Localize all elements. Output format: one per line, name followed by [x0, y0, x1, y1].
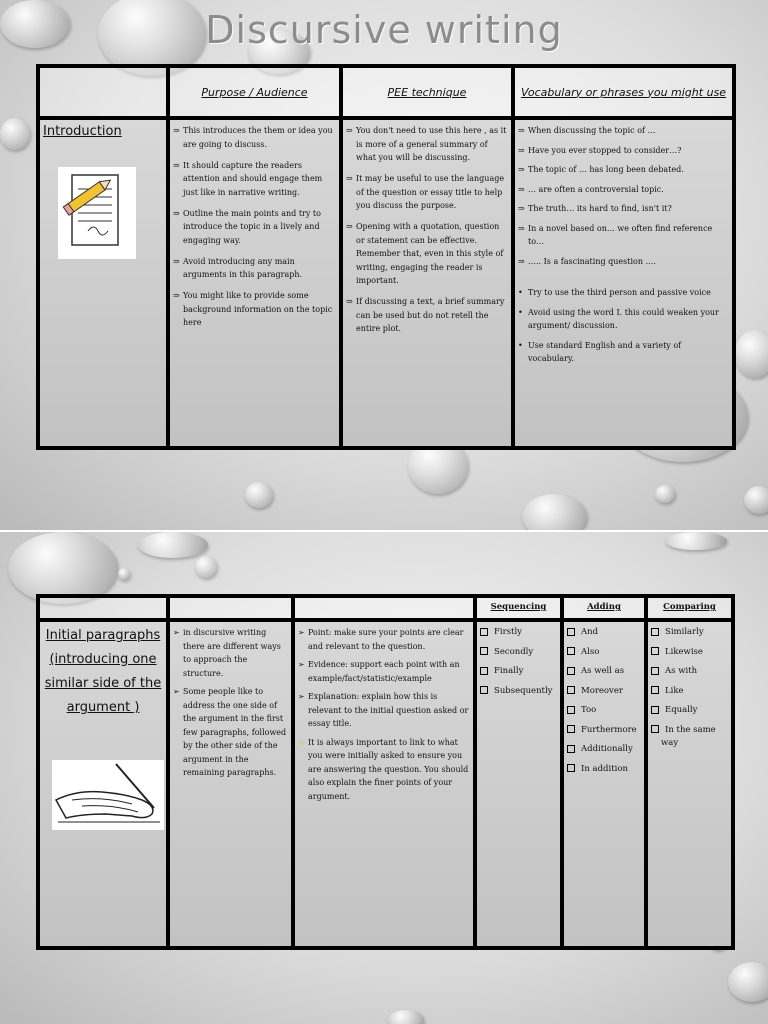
checkbox-icon	[567, 647, 575, 655]
list-item: ⇒ … are often a controversial topic.	[518, 184, 664, 194]
page-title: Discursive writing	[205, 8, 563, 52]
pee-cell	[293, 620, 475, 948]
list-item: ⇒ Have you ever stopped to consider…?	[518, 145, 682, 155]
row-label-cell	[38, 620, 168, 948]
list-item: ⇒ The truth… its hard to find, isn't it?	[518, 204, 672, 213]
checkbox-icon	[651, 706, 659, 714]
purpose-cell	[168, 118, 341, 448]
water-drop	[655, 485, 675, 503]
connective-item: Moreover	[567, 685, 641, 699]
sequencing-cell	[475, 620, 562, 948]
checkbox-icon	[651, 647, 659, 655]
tip-item: • Avoid using the word I. this could weaken your argument/ discussion.	[518, 307, 719, 330]
header-empty	[168, 596, 293, 620]
header-empty	[293, 596, 475, 620]
connective-item: Like	[651, 685, 728, 699]
checkbox-icon	[651, 725, 659, 733]
checkbox-icon	[651, 667, 659, 675]
checkbox-icon	[567, 667, 575, 675]
connective-item: Similarly	[651, 626, 728, 640]
adding-cell	[562, 620, 646, 948]
row-label-initial-paragraphs: Initial paragraphs (introducing one similar side of the argument )	[44, 628, 162, 715]
water-drop	[195, 556, 217, 578]
connective-item: Too	[567, 704, 641, 718]
header-sequencing: Sequencing	[475, 596, 562, 620]
checkbox-icon	[567, 745, 575, 753]
header-purpose-audience: Purpose / Audience	[168, 66, 341, 118]
checkbox-icon	[651, 686, 659, 694]
pencil-paper-icon	[58, 167, 136, 259]
water-drop	[522, 494, 587, 530]
water-drop	[665, 532, 727, 550]
list-item: ⇒ It may be useful to use the language of the question or essay title to help you discuss the purpose.	[346, 174, 505, 210]
connective-item: And	[567, 626, 641, 640]
checkbox-icon	[480, 667, 488, 675]
header-comparing: Comparing	[646, 596, 733, 620]
list-item: ➢ Point: make sure your points are clear and relevant to the question.	[298, 628, 464, 651]
list-item: ➢ Explanation: explain how this is relevant to the initial question asked or essay title.	[298, 692, 469, 728]
connective-item: Secondly	[480, 646, 557, 660]
hand-writing-illustration	[52, 760, 164, 830]
slide-initial-paragraphs	[0, 532, 768, 1024]
header-corner	[38, 596, 168, 620]
list-item: ⇒ If discussing a text, a brief summary can be used but do not retell the entire plot.	[346, 297, 505, 333]
connective-item: As well as	[567, 665, 641, 679]
list-item: ⇒ In a novel based on… we often find reference to…	[518, 223, 713, 246]
checkbox-icon	[651, 628, 659, 636]
connective-item: Likewise	[651, 646, 728, 660]
structure-cell	[168, 620, 293, 948]
connective-item: Finally	[480, 665, 557, 679]
connective-item: Additionally	[567, 743, 641, 757]
checkbox-icon	[567, 764, 575, 772]
connective-item: Equally	[651, 704, 728, 718]
writing-hand-icon	[52, 760, 164, 830]
list-item: ⇒ Opening with a quotation, question or statement can be effective. Remember that, even in this style of writing, engaging the reader is important.	[346, 222, 504, 285]
tip-item: • Use standard English and a variety of vocabulary.	[518, 340, 682, 363]
list-item: ☆ It is always important to link to what you were initially asked to ensure you are answering the question. You should also explain the finer points of your argument.	[298, 737, 469, 801]
list-item: ⇒ When discussing the topic of …	[518, 126, 656, 135]
connective-item: Subsequently	[480, 685, 557, 699]
checkbox-icon	[567, 725, 575, 733]
checkbox-icon	[567, 706, 575, 714]
comparing-cell	[646, 620, 733, 948]
list-item: ⇒ Outline the main points and try to introduce the topic in a lively and engaging way.	[173, 208, 321, 245]
connective-item: In the same way	[651, 724, 728, 751]
water-drop	[138, 532, 208, 558]
water-drop	[735, 330, 768, 378]
water-drop	[118, 568, 130, 580]
list-item: ⇒ This introduces the them or idea you are going to discuss.	[173, 126, 333, 149]
water-drop	[245, 482, 273, 508]
connective-item: Firstly	[480, 626, 557, 640]
list-item: ⇒ Avoid introducing any main arguments in this paragraph.	[173, 256, 303, 279]
vocabulary-cell	[513, 118, 734, 448]
row-label-introduction: Introduction	[43, 124, 122, 139]
list-item: ➢ Evidence: support each point with an example/fact/statistic/example	[298, 660, 460, 683]
checkbox-icon	[567, 628, 575, 636]
connective-item: In addition	[567, 763, 641, 777]
list-item: ➢ Some people like to address the one side of the argument in the first few paragraphs, followed by the other side of the argument in the remaining paragraphs.	[173, 687, 287, 777]
pencil-paper-illustration	[58, 167, 136, 259]
list-item: ➢ in discursive writing there are different ways to approach the structure.	[173, 628, 281, 678]
checkbox-icon	[480, 647, 488, 655]
checkbox-icon	[567, 686, 575, 694]
intro-table	[36, 64, 736, 450]
pee-cell	[341, 118, 513, 448]
checkbox-icon	[480, 686, 488, 694]
list-item: ⇒ It should capture the readers attention and should engage them just like in narrative writing.	[173, 160, 323, 197]
list-item: ⇒ ….. Is a fascinating question ….	[518, 256, 657, 266]
water-drop	[0, 118, 30, 150]
header-adding: Adding	[562, 596, 646, 620]
connective-item: Furthermore	[567, 724, 641, 738]
list-item: ⇒ The topic of … has long been debated.	[518, 165, 684, 174]
connective-item: As with	[651, 665, 728, 679]
checkbox-icon	[480, 628, 488, 636]
row-label-cell	[38, 118, 168, 448]
star-icon: ☆	[298, 737, 306, 747]
header-corner	[38, 66, 168, 118]
water-drop	[728, 962, 768, 1002]
water-drop	[744, 486, 768, 514]
list-item: ⇒ You don't need to use this here , as it is more of a general summary of what you will be discussing.	[346, 126, 507, 162]
connective-item: Also	[567, 646, 641, 660]
header-pee-technique: PEE technique	[341, 66, 513, 118]
tip-item: • Try to use the third person and passive voice	[518, 288, 711, 297]
list-item: ⇒ You might like to provide some background information on the topic here	[173, 291, 333, 327]
water-drop	[388, 1010, 424, 1024]
initial-paragraphs-table	[36, 594, 735, 950]
header-vocabulary: Vocabulary or phrases you might use	[513, 66, 734, 118]
